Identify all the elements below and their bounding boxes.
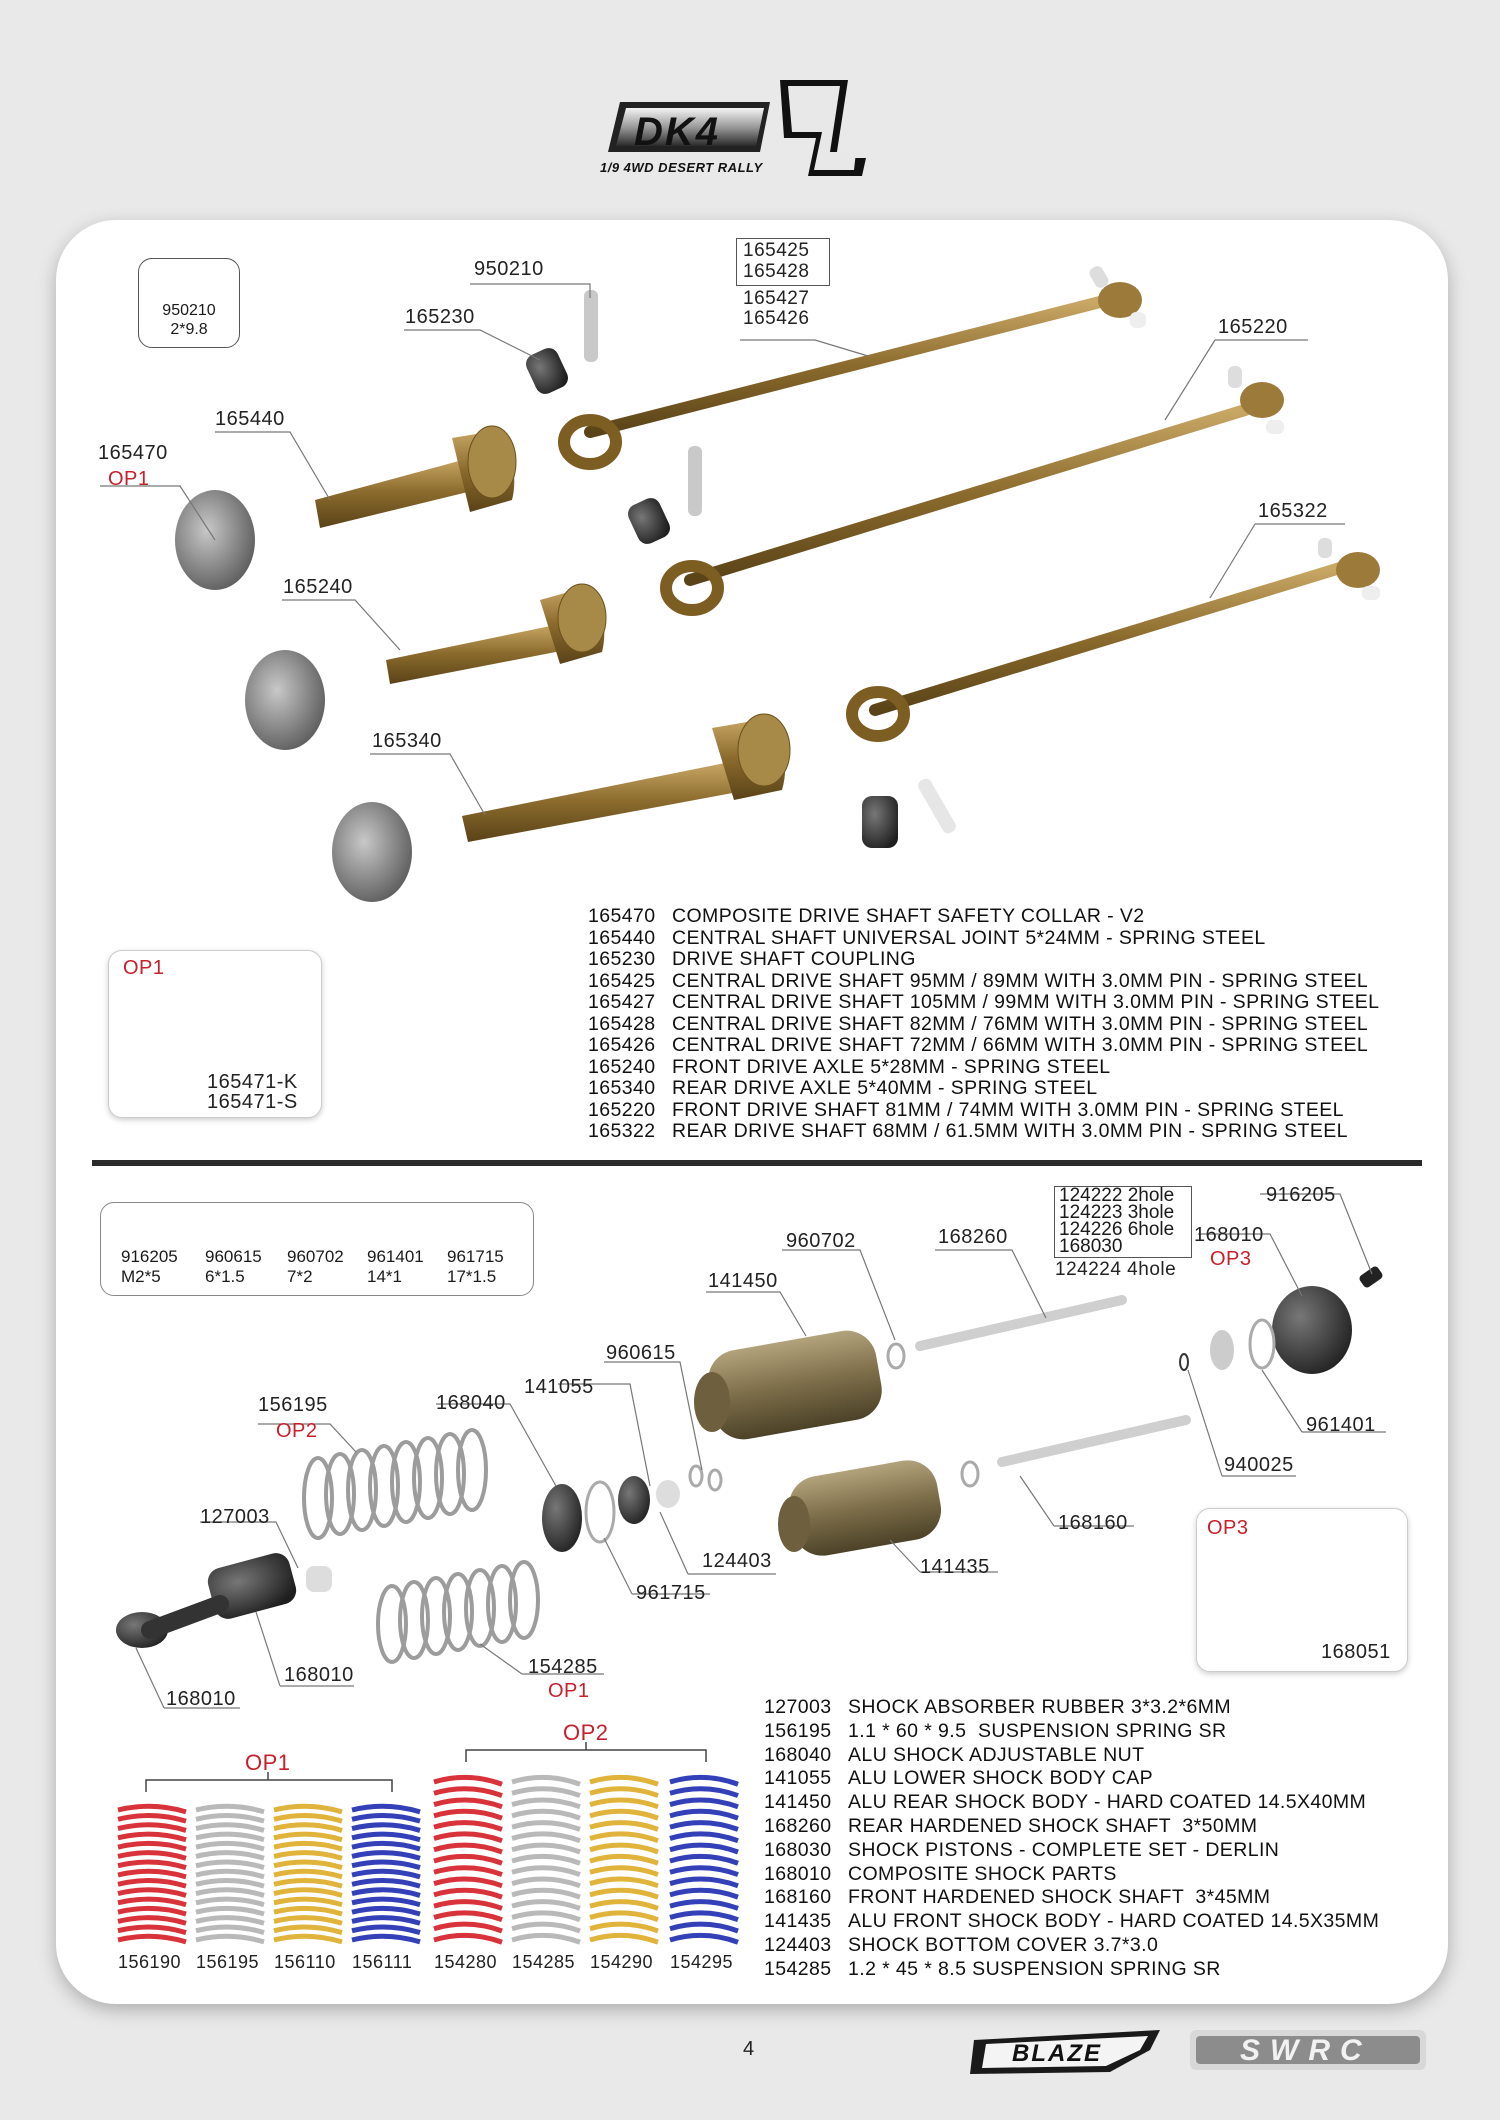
pin-size-box: [138, 258, 240, 348]
drive-legend-row: [588, 928, 1379, 950]
callout-156195-op: OP2: [276, 1420, 318, 1442]
shock-legend-row: [764, 1791, 1379, 1815]
drive-legend-description: CENTRAL DRIVE SHAFT 95MM / 89MM WITH 3.0MM PIN - SPRING STEEL: [672, 969, 1369, 992]
logo-text: DK4: [634, 110, 721, 154]
drive-legend-part-number: 165427: [588, 991, 656, 1013]
hardware-part-number: 961401: [367, 1247, 424, 1266]
drive-legend-row: [588, 992, 1379, 1014]
drive-legend-part-number: 165322: [588, 1120, 656, 1142]
op2-springs-label: OP2: [563, 1720, 609, 1745]
spring-part-number: 156110: [274, 1952, 336, 1972]
shock-legend-part-number: 124403: [764, 1933, 832, 1956]
drive-legend-part-number: 165230: [588, 948, 656, 970]
shaft-group-box: [736, 238, 830, 286]
piston-note: 6hole: [1127, 1219, 1175, 1240]
shock-legend-description: ALU FRONT SHOCK BODY - HARD COATED 14.5X35MM: [848, 1910, 1380, 1933]
hardware-size: M2*5: [121, 1267, 161, 1286]
drive-legend-description: CENTRAL DRIVE SHAFT 72MM / 66MM WITH 3.0MM PIN - SPRING STEEL: [672, 1034, 1369, 1056]
callout-165340: 165340: [372, 730, 442, 752]
piston-note: 2hole: [1127, 1185, 1175, 1206]
callout-916205: 916205: [1266, 1184, 1336, 1206]
callout-165220: 165220: [1218, 316, 1288, 338]
shock-legend-row: [764, 1720, 1379, 1744]
spring-part-number: 154285: [512, 1952, 576, 1972]
callout-165240: 165240: [283, 576, 353, 598]
drive-legend-row: [588, 1057, 1379, 1079]
shock-legend-row: [764, 1815, 1379, 1839]
drive-legend-row: [588, 906, 1379, 928]
callout-154285-op: OP1: [548, 1680, 590, 1702]
shock-legend-row: [764, 1910, 1379, 1934]
callout-141055: 141055: [524, 1376, 594, 1398]
hardware-size: 6*1.5: [205, 1267, 245, 1286]
shock-legend-row: [764, 1863, 1379, 1887]
piston-part-number: 124222: [1059, 1185, 1123, 1206]
drive-legend-row: [588, 1014, 1379, 1036]
spring-swatch-op1: [118, 1806, 186, 1942]
shock-legend-description: ALU LOWER SHOCK BODY CAP: [848, 1767, 1154, 1790]
drive-legend-part-number: 165340: [588, 1077, 656, 1099]
drive-legend-description: CENTRAL DRIVE SHAFT 105MM / 99MM WITH 3.0MM PIN - SPRING STEEL: [672, 991, 1380, 1013]
op1-springs-label: OP1: [245, 1750, 291, 1775]
drive-legend-part-number: 165470: [588, 905, 656, 927]
piston-part-number: 124223: [1059, 1202, 1123, 1223]
callout-168040: 168040: [436, 1392, 506, 1414]
piston-box: [1054, 1186, 1192, 1258]
drive-legend-row: [588, 1100, 1379, 1122]
hardware-size: 17*1.5: [447, 1267, 497, 1286]
callout-950210: 950210: [474, 258, 544, 280]
shock-legend-description: FRONT HARDENED SHOCK SHAFT 3*45MM: [848, 1886, 1271, 1909]
logo-subtitle: 1/9 4WD DESERT RALLY: [600, 160, 763, 175]
shock-legend-row: [764, 1767, 1379, 1791]
callout-165440: 165440: [215, 408, 285, 430]
shock-legend-description: 1.1 * 60 * 9.5 SUSPENSION SPRING SR: [848, 1719, 1227, 1742]
op1-collar-label: OP1: [123, 957, 165, 979]
hardware-item: [121, 1247, 178, 1287]
shock-legend-description: REAR HARDENED SHOCK SHAFT 3*50MM: [848, 1814, 1258, 1837]
shock-legend-row: [764, 1839, 1379, 1863]
drive-legend-row: [588, 1035, 1379, 1057]
callout-168010-low: 168010: [166, 1688, 236, 1710]
callout-165322: 165322: [1258, 500, 1328, 522]
spring-part-number: 156195: [196, 1952, 260, 1972]
hardware-part-number: 960615: [205, 1247, 262, 1266]
shock-legend-description: SHOCK PISTONS - COMPLETE SET - DERLIN: [848, 1838, 1280, 1861]
shock-legend-description: SHOCK BOTTOM COVER 3.7*3.0: [848, 1933, 1159, 1956]
shock-legend-description: ALU REAR SHOCK BODY - HARD COATED 14.5X40MM: [848, 1791, 1367, 1814]
drive-legend-part-number: 165220: [588, 1098, 656, 1121]
shock-legend-part-number: 156195: [764, 1719, 832, 1742]
shock-legend-row: [764, 1744, 1379, 1768]
callout-961715: 961715: [636, 1582, 706, 1604]
page-number: 4: [743, 2038, 755, 2060]
shock-legend-part-number: 168030: [764, 1838, 832, 1861]
callout-961401: 961401: [1306, 1414, 1376, 1436]
hardware-item: [205, 1247, 262, 1287]
spring-swatch-op2: [434, 1777, 502, 1942]
spring-swatch-op1: [352, 1806, 420, 1942]
shock-legend-part-number: 168160: [764, 1886, 832, 1909]
drive-legend-description: FRONT DRIVE SHAFT 81MM / 74MM WITH 3.0MM PIN - SPRING STEEL: [672, 1098, 1344, 1121]
group-box-item-0: 165425: [743, 240, 810, 261]
callout-141450: 141450: [708, 1270, 778, 1292]
shock-legend-description: ALU SHOCK ADJUSTABLE NUT: [848, 1743, 1145, 1766]
callout-960702: 960702: [786, 1230, 856, 1252]
hardware-item: [367, 1247, 424, 1287]
spring-part-number: 154280: [434, 1952, 498, 1972]
spring-part-number: 154290: [590, 1952, 654, 1972]
drive-legend-description: COMPOSITE DRIVE SHAFT SAFETY COLLAR - V2: [672, 905, 1145, 927]
callout-960615: 960615: [606, 1342, 676, 1364]
hardware-part-number: 916205: [121, 1247, 178, 1266]
pin-part-number: 950210: [162, 302, 216, 319]
shock-legend-row: [764, 1934, 1379, 1958]
drive-legend-part-number: 165240: [588, 1055, 656, 1078]
shock-legend-part-number: 141055: [764, 1767, 832, 1790]
spring-part-number: 156190: [118, 1952, 182, 1972]
drive-legend-description: FRONT DRIVE AXLE 5*28MM - SPRING STEEL: [672, 1055, 1111, 1078]
op3-part: 168051: [1321, 1641, 1391, 1663]
callout-168160: 168160: [1058, 1512, 1128, 1534]
callout-141435: 141435: [920, 1556, 990, 1578]
spring-swatch-op2: [512, 1777, 580, 1942]
spring-part-number: 154295: [670, 1952, 734, 1972]
hardware-size: 7*2: [287, 1267, 313, 1286]
shock-parts-legend: [764, 1696, 1379, 1982]
shock-legend-part-number: 154285: [764, 1957, 832, 1980]
callout-165230: 165230: [405, 306, 475, 328]
brand-blaze: BLAZE: [1012, 2040, 1102, 2067]
callout-156195: 156195: [258, 1394, 328, 1416]
hardware-item: [447, 1247, 504, 1287]
hardware-size: 14*1: [367, 1267, 402, 1286]
op3-box: [1196, 1508, 1408, 1672]
callout-154285: 154285: [528, 1656, 598, 1678]
drive-legend-part-number: 165440: [588, 926, 656, 949]
drive-legend-row: [588, 1078, 1379, 1100]
hardware-part-number: 961715: [447, 1247, 504, 1266]
shock-legend-part-number: 127003: [764, 1696, 832, 1718]
spring-swatch-op1: [274, 1806, 342, 1942]
drive-legend-part-number: 165426: [588, 1034, 656, 1056]
drive-legend-description: CENTRAL DRIVE SHAFT 82MM / 76MM WITH 3.0MM PIN - SPRING STEEL: [672, 1012, 1369, 1035]
shock-legend-row: [764, 1886, 1379, 1910]
drive-legend-row: [588, 949, 1379, 971]
op3-label: OP3: [1207, 1517, 1249, 1539]
op1-collar-part-1: 165471-S: [207, 1091, 298, 1113]
hardware-box: [100, 1202, 534, 1296]
drive-legend-description: DRIVE SHAFT COUPLING: [672, 948, 916, 970]
callout-168010-top-op: OP3: [1210, 1248, 1252, 1270]
piston-extra: 124224 4hole: [1055, 1259, 1177, 1280]
shock-legend-row: [764, 1696, 1379, 1720]
shock-legend-description: SHOCK ABSORBER RUBBER 3*3.2*6MM: [848, 1696, 1232, 1718]
shock-legend-part-number: 168260: [764, 1814, 832, 1837]
piston-row: [1059, 1238, 1191, 1255]
shock-legend-part-number: 141450: [764, 1791, 832, 1814]
drive-legend-part-number: 165428: [588, 1012, 656, 1035]
callout-168010-mid: 168010: [284, 1664, 354, 1686]
callout-940025: 940025: [1224, 1454, 1294, 1476]
drive-legend-description: REAR DRIVE SHAFT 68MM / 61.5MM WITH 3.0MM PIN - SPRING STEEL: [672, 1120, 1348, 1142]
callout-168010-top: 168010: [1194, 1224, 1264, 1246]
spring-part-number: 156111: [352, 1952, 413, 1972]
spring-swatch-op2: [590, 1777, 658, 1942]
callout-165470: 165470: [98, 442, 168, 464]
hardware-part-number: 960702: [287, 1247, 344, 1266]
drive-legend-description: CENTRAL SHAFT UNIVERSAL JOINT 5*24MM - SPRING STEEL: [672, 926, 1266, 949]
shock-legend-part-number: 168040: [764, 1743, 832, 1766]
shock-legend-part-number: 141435: [764, 1910, 832, 1933]
group-list-item-1: 165426: [743, 308, 810, 329]
op1-collar-box: [108, 950, 322, 1118]
shock-legend-part-number: 168010: [764, 1862, 832, 1885]
spring-swatch-op2: [670, 1777, 738, 1942]
piston-part-number: 168030: [1059, 1236, 1123, 1257]
group-box-item-1: 165428: [743, 261, 810, 282]
brand-swrc: SWRC: [1240, 2034, 1372, 2067]
drive-legend-description: REAR DRIVE AXLE 5*40MM - SPRING STEEL: [672, 1077, 1098, 1099]
drive-legend-part-number: 165425: [588, 969, 656, 992]
pin-size: 2*9.8: [170, 321, 208, 338]
callout-168260: 168260: [938, 1226, 1008, 1248]
piston-note: 3hole: [1127, 1202, 1175, 1223]
group-list-item-0: 165427: [743, 288, 810, 309]
callout-127003: 127003: [200, 1506, 270, 1528]
spring-swatch-op1: [196, 1806, 264, 1942]
drive-parts-legend: [588, 906, 1379, 1143]
drive-legend-row: [588, 971, 1379, 993]
op1-collar-part-0: 165471-K: [207, 1071, 298, 1093]
shock-legend-description: 1.2 * 45 * 8.5 SUSPENSION SPRING SR: [848, 1957, 1221, 1980]
callout-124403: 124403: [702, 1550, 772, 1572]
piston-part-number: 124226: [1059, 1219, 1123, 1240]
callout-165470-op: OP1: [108, 468, 150, 490]
shock-legend-description: COMPOSITE SHOCK PARTS: [848, 1862, 1117, 1885]
hardware-item: [287, 1247, 344, 1287]
drive-legend-row: [588, 1121, 1379, 1143]
section-divider: [92, 1160, 1422, 1166]
shock-legend-row: [764, 1958, 1379, 1982]
